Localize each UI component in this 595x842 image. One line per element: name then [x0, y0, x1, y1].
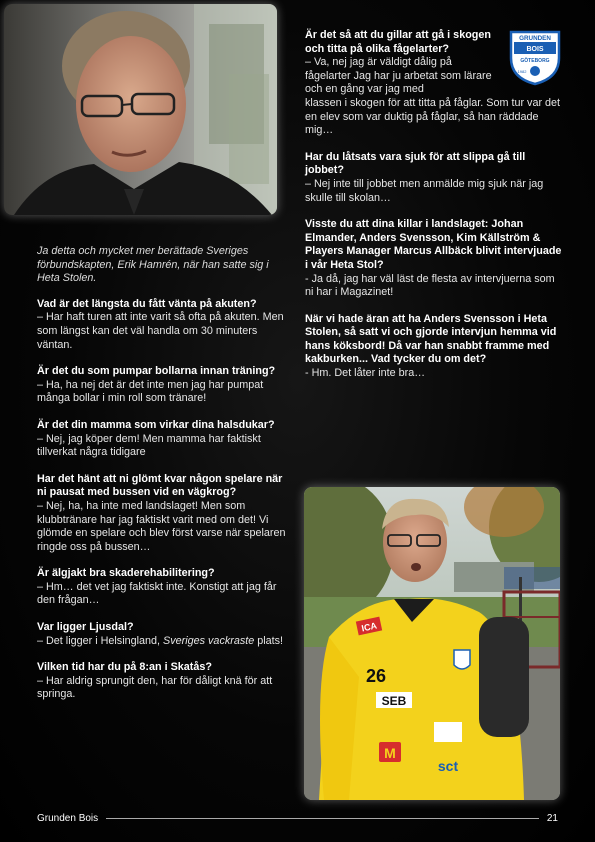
portrait-photo [4, 4, 277, 215]
footer-publication: Grunden Bois [37, 812, 99, 824]
action-photo [304, 487, 560, 800]
question: Är det så att du gillar att gå i skogen och titta på olika fågelarter? [305, 29, 491, 55]
answer [305, 56, 563, 138]
qa-item [37, 661, 292, 702]
answer-part: plats! [254, 634, 284, 647]
qa-item [37, 567, 292, 608]
answer: – Har haft turen att inte varit så ofta på akuten. Men som längst kan det väl handla om 30 minuters väntan. [37, 311, 284, 351]
qa-item [37, 621, 292, 648]
answer: - Hm. Det låter inte bra… [305, 367, 425, 380]
sponsor-seb: SEB [381, 694, 407, 708]
footer-rule [106, 818, 539, 819]
sponsor-ica: ICA [360, 620, 378, 634]
qa-item [305, 218, 563, 300]
sponsor-mcdonalds: M [384, 745, 396, 761]
answer-part: klassen i skogen för att titta på fåglar. Som tur var det en elev som var duktig på fåglar, så han räddade mig… [305, 96, 561, 137]
qa-item [37, 473, 292, 555]
qa-item [305, 29, 563, 138]
question: Har det hänt att ni glömt kvar någon spelare när ni pausat med bussen vid en vägkrog? [37, 472, 283, 499]
question: Vilken tid har du på 8:an i Skatås? [37, 661, 213, 674]
answer: – Har aldrig sprungit den, har för dåligt knä för att springa. [37, 674, 273, 701]
question: Vad är det längsta du fått vänta på akuten? [37, 297, 257, 310]
left-column [37, 245, 292, 715]
question: Är det din mamma som virkar dina halsdukar? [37, 418, 275, 431]
question: Har du låtsats vara sjuk för att slippa gå till jobbet? [305, 150, 526, 177]
logo-top-text: GRUNDEN [519, 35, 551, 42]
logo-mid-text: BOIS [526, 46, 544, 53]
answer-part: – Det ligger i Helsingland, [37, 634, 164, 647]
question: Är det du som pumpar bollarna innan träning? [37, 365, 276, 378]
page-footer [37, 811, 558, 825]
intro-text: Ja detta och mycket mer berättade Sveriges förbundskapten, Erik Hamrén, när han satte sig i Heta Stolen. [37, 245, 269, 285]
sponsor-sct: sct [437, 758, 459, 774]
portrait-image [4, 4, 277, 215]
answer: – Ha, ha nej det är det inte men jag har pumpat många bollar i min roll som tränare! [37, 378, 264, 405]
action-image [304, 487, 560, 800]
answer: – Nej inte till jobbet men anmälde mig sjuk när jag skulle till skolan… [305, 177, 544, 204]
answer: – Hm… det vet jag faktiskt inte. Konstigt att jag får den frågan… [37, 580, 277, 607]
qa-item [37, 419, 292, 460]
right-column [305, 29, 563, 394]
answer [37, 635, 292, 649]
logo-bottom-text: GÖTEBORG [520, 58, 550, 64]
answer: – Nej, ha, ha inte med landslaget! Men som klubbtränare har jag faktiskt varit med om det! Vi glömde en spelare och blev först varse när spelaren ringde oss på bussen… [37, 499, 286, 553]
page-number: 21 [546, 812, 558, 824]
qa-item [37, 365, 292, 406]
logo-year: 1982 [517, 69, 527, 74]
answer: – Nej, jag köper dem! Men mamma har faktiskt tillverkat några tidigare [37, 432, 261, 459]
qa-item [305, 313, 563, 381]
shirt-number: 26 [365, 666, 387, 686]
question: Visste du att dina killar i landslaget: Johan Elmander, Anders Svensson, Kim Källström & Players Manager Marcus Allbäck blivit intervjuade i vår Heta Stol? [305, 218, 562, 271]
answer-part: – Va, nej jag är väldigt dålig på fågelarter Jag har ju arbetat som lärare och en gång var jag med [305, 56, 492, 96]
question: Var ligger Ljusdal? [37, 621, 134, 634]
answer-italic: Sveriges vackraste [163, 634, 255, 647]
qa-item [37, 298, 292, 352]
question: Är älgjakt bra skaderehabilitering? [37, 567, 215, 580]
answer: - Ja då, jag har väl läst de flesta av intervjuerna som ni har i Magazinet! [305, 272, 555, 299]
question: När vi hade äran att ha Anders Svensson i Heta Stolen, så satt vi och gjorde intervjun hemma vid hans köksbord! Då var han snabbt framme med kakburken... Vad tycker du om det? [305, 312, 557, 366]
qa-item [305, 151, 563, 205]
